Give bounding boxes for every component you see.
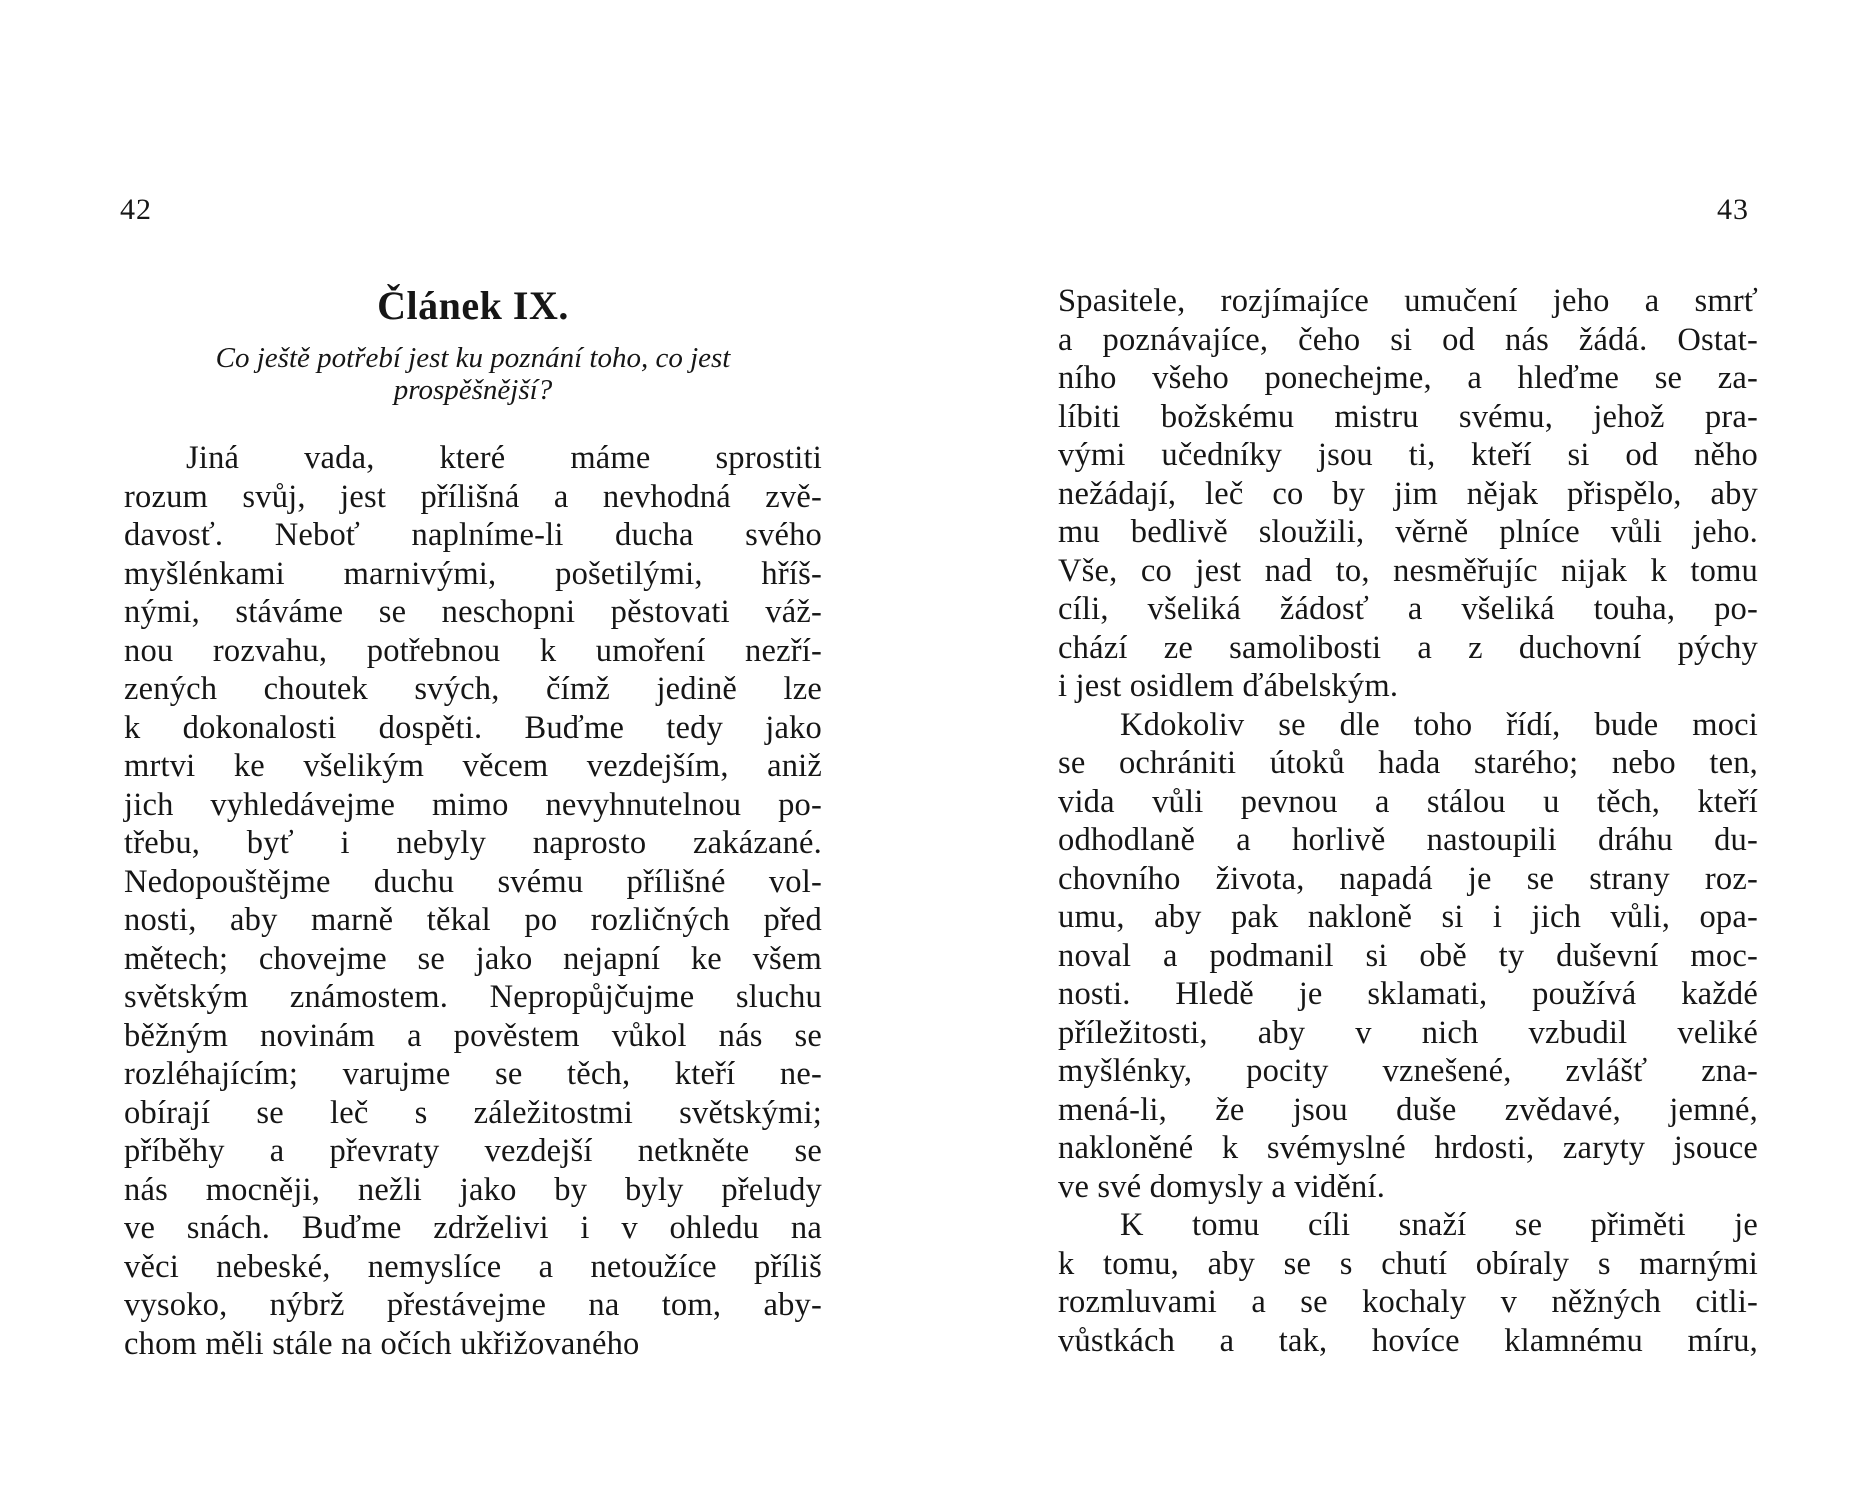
text-line: příběhy a převraty vezdejší netkněte se <box>124 1133 822 1169</box>
text-line: mrtvi ke všelikým věcem vezdejším, aniž <box>124 748 822 784</box>
text-line: nými, stáváme se neschopni pěstovati váž- <box>124 594 822 630</box>
text-line: líbiti božskému mistru svému, jehož pra- <box>1058 398 1758 435</box>
text-line: myšlénky, pocity vznešené, zvlášť zna- <box>1058 1053 1758 1089</box>
article-subtitle <box>124 342 822 406</box>
text-line: rozléhajícím; varujme se těch, kteří ne- <box>124 1056 822 1092</box>
text-line: příležitosti, aby v nich vzbudil veliké <box>1058 1014 1758 1051</box>
text-line: nou rozvahu, potřebnou k umoření nezří- <box>124 632 822 669</box>
text-line: mětech; chovejme se jako nejapní ke všem <box>124 940 822 977</box>
text-line: i jest osidlem ďábelským. <box>1058 668 1399 704</box>
text-line: věci nebeské, nemyslíce a netoužíce příliš <box>124 1248 822 1285</box>
left-body-text <box>124 439 822 1363</box>
text-line: běžným novinám a pověstem vůkol nás se <box>124 1017 822 1054</box>
text-line: K tomu cíli snaží se přiměti je <box>1120 1207 1758 1243</box>
text-line: mu bedlivě sloužili, věrně plníce vůli jeho. <box>1058 514 1758 550</box>
text-line: Jiná vada, které máme sprostiti <box>186 440 822 476</box>
text-line: cíli, všeliká žádosť a všeliká touha, po- <box>1058 591 1758 627</box>
text-line: Nedopouštějme duchu svému přílišné vol- <box>124 863 822 900</box>
text-line: chází ze samolibosti a z duchovní pýchy <box>1058 629 1758 666</box>
text-line: myšlénkami marnivými, pošetilými, hříš- <box>124 555 822 592</box>
text-line: ve snách. Buďme zdrželivi i v ohledu na <box>124 1210 822 1246</box>
text-line: zených choutek svých, čímž jedině lze <box>124 671 822 707</box>
text-line: ve své domysly a vidění. <box>1058 1168 1386 1205</box>
text-line: odhodlaně a horlivě nastoupili dráhu du- <box>1058 822 1758 858</box>
text-line: Spasitele, rozjímajíce umučení jeho a smrť <box>1058 283 1758 319</box>
text-line: obírají se leč s záležitostmi světskými; <box>124 1094 822 1131</box>
text-line: nás mocněji, nežli jako by byly přeludy <box>124 1171 822 1208</box>
text-line: Kdokoliv se dle toho řídí, bude moci <box>1120 706 1758 743</box>
subtitle-line: prospěšnější? <box>393 374 553 406</box>
left-page-text <box>124 282 822 1363</box>
text-line: rozmluvami a se kochaly v něžných citli- <box>1058 1284 1758 1320</box>
text-line: nakloněné k svémyslné hrdosti, zaryty jsouce <box>1058 1130 1758 1166</box>
text-line: vými učedníky jsou ti, kteří si od něho <box>1058 437 1758 473</box>
text-line: k dokonalosti dospěti. Buďme tedy jako <box>124 709 822 746</box>
text-line: Vše, co jest nad to, nesměřujíc nijak k tomu <box>1058 552 1758 589</box>
text-line: chovního života, napadá je se strany roz- <box>1058 860 1758 897</box>
text-line: jich vyhledávejme mimo nevyhnutelnou po- <box>124 786 822 823</box>
right-page-text <box>1058 282 1758 1360</box>
article-heading: Článek IX. <box>377 283 569 328</box>
text-line: nosti. Hledě je sklamati, používá každé <box>1058 976 1758 1012</box>
text-line: se ochrániti útoků hada starého; nebo ten, <box>1058 745 1758 781</box>
page-number-left: 42 <box>120 193 152 226</box>
text-line: vida vůli pevnou a stálou u těch, kteří <box>1058 783 1758 820</box>
text-line: nežádají, leč co by jim nějak přispělo, aby <box>1058 475 1758 512</box>
text-line: nosti, aby marně těkal po rozličných před <box>124 902 822 938</box>
text-line: třebu, byť i nebyly naprosto zakázané. <box>124 825 822 861</box>
text-line: mená-li, že jsou duše zvědavé, jemné, <box>1058 1091 1758 1128</box>
text-line: světským známostem. Nepropůjčujme sluchu <box>124 979 822 1015</box>
text-line: davosť. Neboť naplníme-li ducha svého <box>124 517 822 553</box>
text-line: noval a podmanil si obě ty duševní moc- <box>1058 937 1758 974</box>
text-line: k tomu, aby se s chutí obíraly s marnými <box>1058 1245 1758 1282</box>
text-line: umu, aby pak nakloně si i jich vůli, opa- <box>1058 899 1758 935</box>
text-line: chom měli stále na očích ukřižovaného <box>124 1325 640 1362</box>
text-line: ního všeho ponechejme, a hleďme se za- <box>1058 360 1758 396</box>
subtitle-line: Co ještě potřebí jest ku poznání toho, co jest <box>215 342 731 374</box>
right-body-text <box>1058 282 1758 1360</box>
page-number-right: 43 <box>1717 193 1749 226</box>
text-line: vůstkách a tak, hovíce klamnému míru, <box>1058 1322 1758 1359</box>
text-line: a poznávajíce, čeho si od nás žádá. Ostat- <box>1058 321 1758 358</box>
text-line: rozum svůj, jest přílišná a nevhodná zvě- <box>124 478 822 515</box>
text-line: vysoko, nýbrž přestávejme na tom, aby- <box>124 1287 822 1323</box>
